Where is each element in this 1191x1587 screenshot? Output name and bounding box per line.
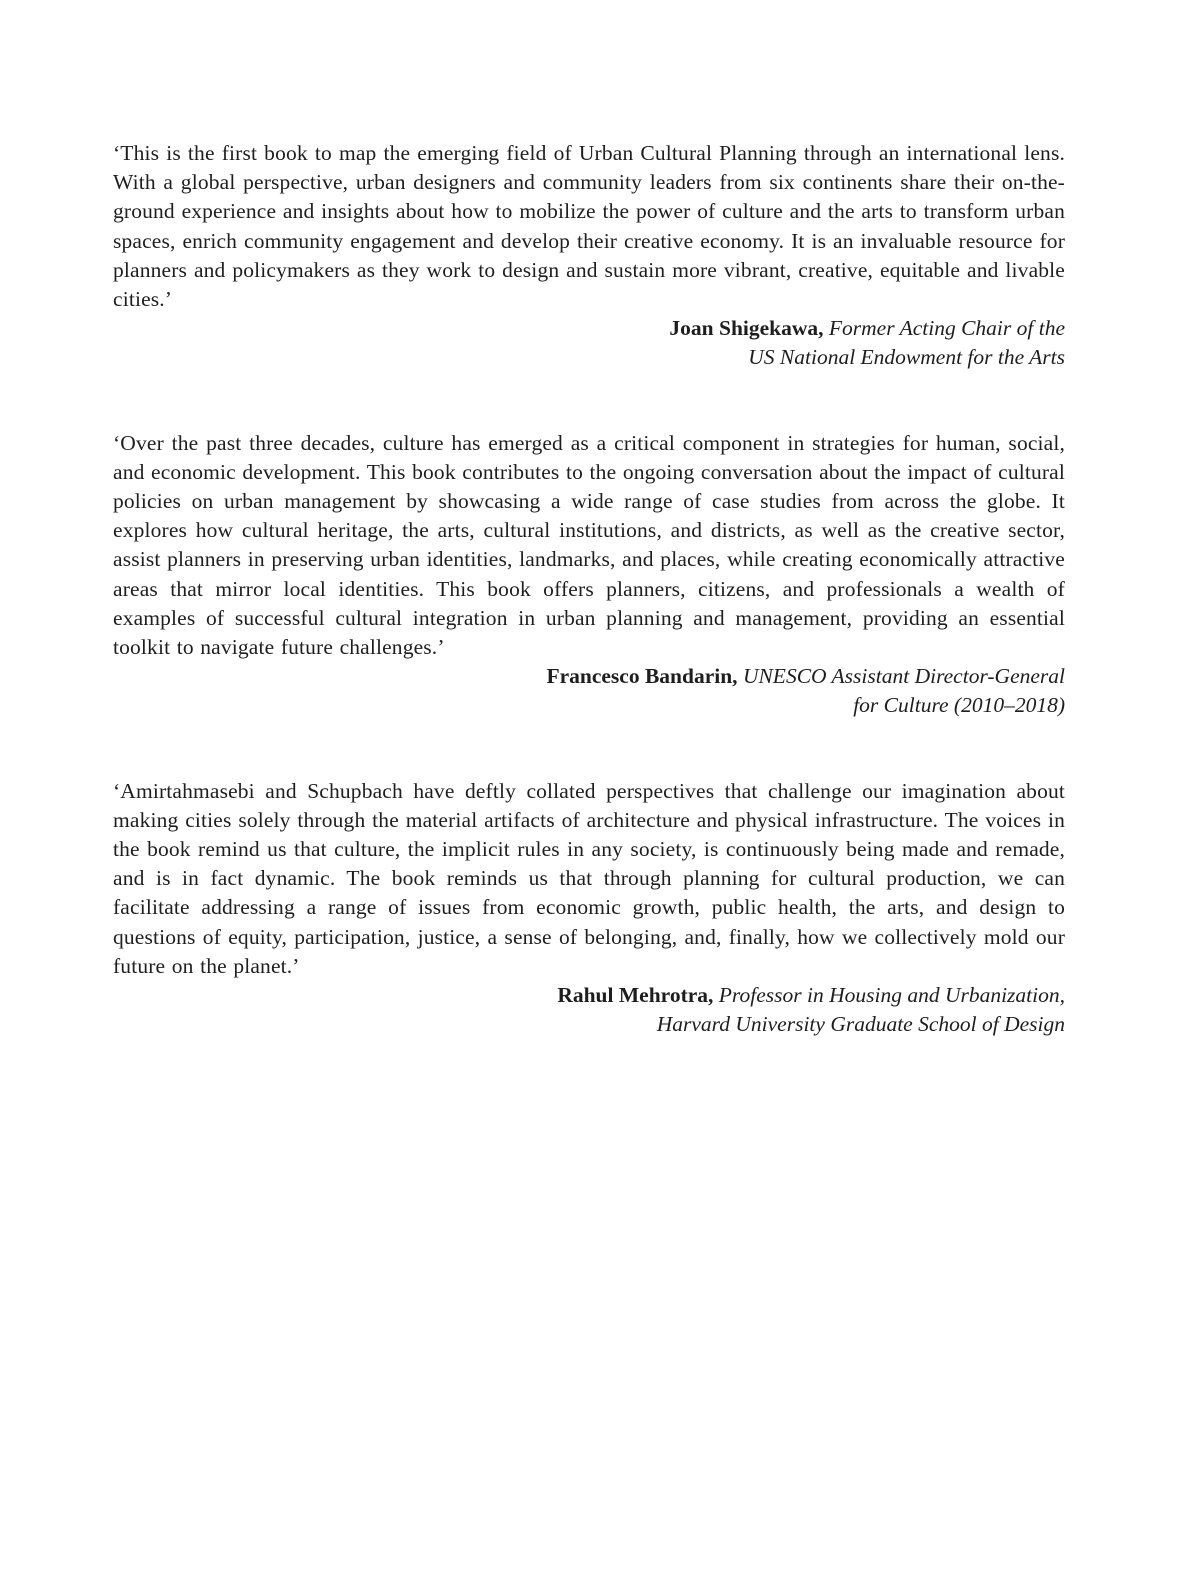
endorser-title-line2: for Culture (2010–2018): [853, 693, 1065, 718]
endorsement-block-1: [113, 139, 1065, 373]
attribution-line-1: [113, 314, 1065, 343]
endorser-title-line1: Former Acting Chair of the: [823, 316, 1065, 341]
endorsement-attribution: [113, 981, 1065, 1039]
endorsement-block-3: [113, 777, 1065, 1040]
endorsement-quote: ‘Over the past three decades, culture has emerged as a critical component in strategies for human, social, and economic development. This book contributes to the ongoing conversation about the impact of cultural policies on urban management by showcasing a wide range of case studies from across the globe. It explores how cultural heritage, the arts, cultural institutions, and districts, as well as the creative sector, assist planners in preserving urban identities, landmarks, and places, while creating economically attractive areas that mirror local identities. This book offers planners, citizens, and professionals a wealth of examples of successful cultural integration in urban planning and management, providing an essential toolkit to navigate future challenges.’: [113, 430, 1065, 660]
endorser-title-line2: US National Endowment for the Arts: [748, 345, 1065, 370]
endorsement-quote: ‘Amirtahmasebi and Schupbach have deftly collated perspectives that challenge our imagination about making cities solely through the material artifacts of architecture and physical infrastructure. The voices in the book remind us that culture, the implicit rules in any society, is continuously being made and remade, and is in fact dynamic. The book reminds us that through planning for cultural production, we can facilitate addressing a range of issues from economic growth, public health, the arts, and design to questions of equity, participation, justice, a sense of belonging, and, finally, how we collectively mold our future on the planet.’: [113, 778, 1065, 978]
endorser-name: Joan Shigekawa,: [669, 316, 824, 341]
attribution-line-1: [113, 981, 1065, 1010]
endorser-name: Rahul Mehrotra,: [557, 983, 714, 1008]
endorsement-attribution: [113, 662, 1065, 720]
endorsement-attribution: [113, 314, 1065, 372]
endorsement-quote: ‘This is the first book to map the emerging field of Urban Cultural Planning through an international lens. With a global perspective, urban designers and community leaders from six continents share their on-the-ground experience and insights about how to mobilize the power of culture and the arts to transform urban spaces, enrich community engagement and develop their creative economy. It is an invaluable resource for planners and policymakers as they work to design and sustain more vibrant, creative, equitable and livable cities.’: [113, 141, 1065, 312]
endorser-title-line1: UNESCO Assistant Director-General: [737, 664, 1065, 689]
attribution-line-1: [113, 662, 1065, 691]
endorser-title-line1: Professor in Housing and Urbanization,: [713, 983, 1065, 1008]
endorser-name: Francesco Bandarin,: [546, 664, 738, 689]
endorser-title-line2: Harvard University Graduate School of Design: [656, 1012, 1065, 1037]
endorsement-block-2: [113, 429, 1065, 721]
